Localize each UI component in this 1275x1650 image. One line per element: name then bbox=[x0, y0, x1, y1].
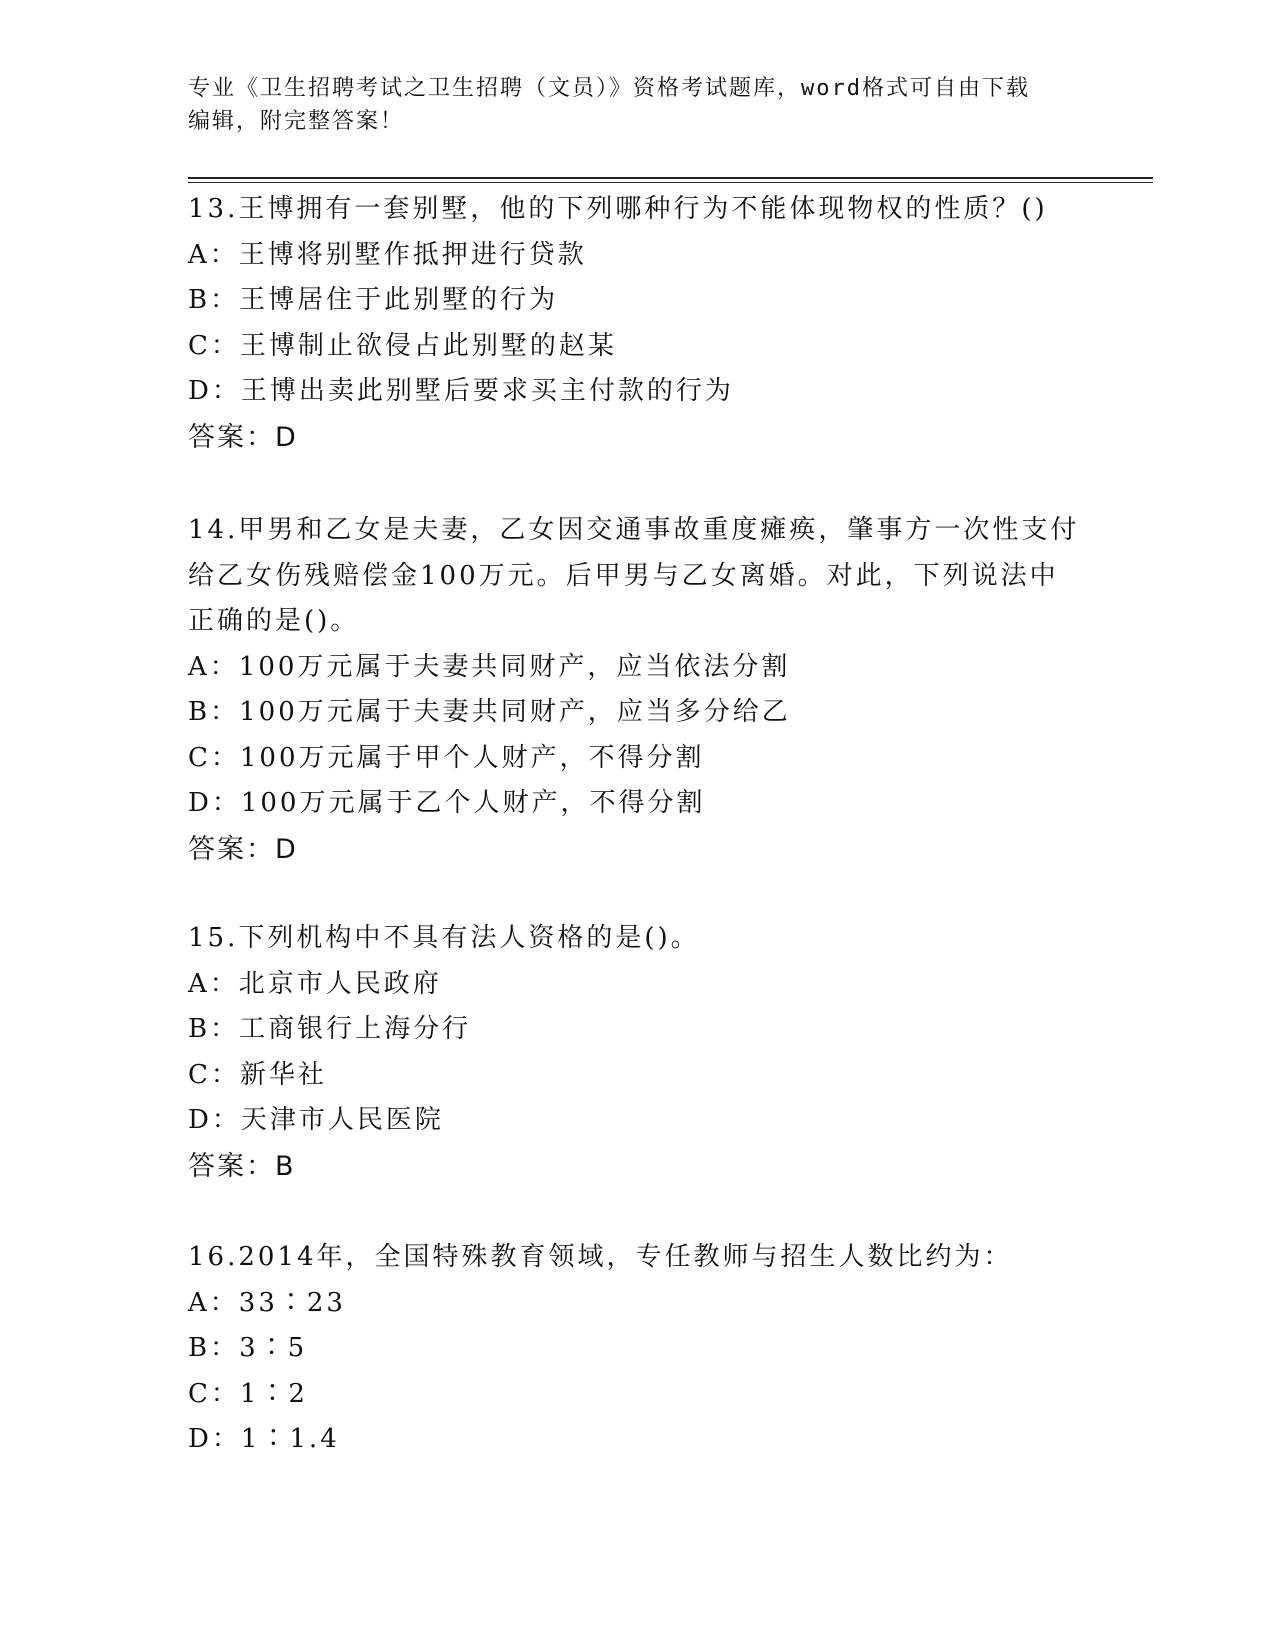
option-b: B：100万元属于夫妻共同财产，应当多分给乙 bbox=[188, 697, 791, 727]
option-c: C：新华社 bbox=[188, 1059, 327, 1090]
option-c: C：1∶2 bbox=[188, 1378, 308, 1409]
question-14 bbox=[188, 508, 1088, 872]
option-a: A：王博将别墅作抵押进行贷款 bbox=[188, 239, 587, 270]
question-stem: 15.下列机构中不具有法人资格的是()。 bbox=[188, 923, 700, 953]
option-b: B：王博居住于此别墅的行为 bbox=[188, 285, 559, 315]
question-16 bbox=[188, 1235, 1088, 1463]
option-c: C：王博制止欲侵占此别墅的赵某 bbox=[188, 330, 617, 361]
header-line-1: 专业《卫生招聘考试之卫生招聘（文员）》资格考试题库，word格式可自由下载 bbox=[188, 76, 1030, 101]
question-stem-line-1: 14.甲男和乙女是夫妻，乙女因交通事故重度瘫痪，肇事方一次性支付 bbox=[188, 515, 1080, 545]
question-stem-line-2: 给乙女伤残赔偿金100万元。后甲男与乙女离婚。对此，下列说法中 bbox=[188, 560, 1059, 591]
option-a: A：33∶23 bbox=[188, 1287, 346, 1318]
question-15 bbox=[188, 916, 1088, 1189]
option-c: C：100万元属于甲个人财产，不得分割 bbox=[188, 742, 705, 773]
option-d: D：100万元属于乙个人财产，不得分割 bbox=[188, 788, 706, 818]
option-d: D：王博出卖此别墅后要求买主付款的行为 bbox=[188, 376, 734, 406]
option-a: A：100万元属于夫妻共同财产，应当依法分割 bbox=[188, 651, 791, 682]
option-b: B：3∶5 bbox=[188, 1333, 308, 1363]
header-divider-thick bbox=[188, 177, 1153, 179]
document-header bbox=[188, 72, 1088, 138]
option-d: D：1∶1.4 bbox=[188, 1424, 340, 1454]
header-divider-thin bbox=[188, 182, 1153, 183]
option-d: D：天津市人民医院 bbox=[188, 1105, 444, 1135]
answer-line: 答案：D bbox=[188, 833, 298, 865]
answer-line: 答案：D bbox=[188, 421, 298, 453]
question-stem: 16.2014年，全国特殊教育领域，专任教师与招生人数比约为： bbox=[188, 1242, 1013, 1272]
question-13 bbox=[188, 187, 1088, 460]
question-stem: 13.王博拥有一套别墅，他的下列哪种行为不能体现物权的性质？() bbox=[188, 194, 1048, 224]
answer-line: 答案：B bbox=[188, 1150, 296, 1182]
question-stem-line-3: 正确的是()。 bbox=[188, 606, 360, 636]
header-line-2: 编辑，附完整答案！ bbox=[188, 109, 405, 134]
option-a: A：北京市人民政府 bbox=[188, 968, 442, 999]
option-b: B：工商银行上海分行 bbox=[188, 1014, 472, 1044]
